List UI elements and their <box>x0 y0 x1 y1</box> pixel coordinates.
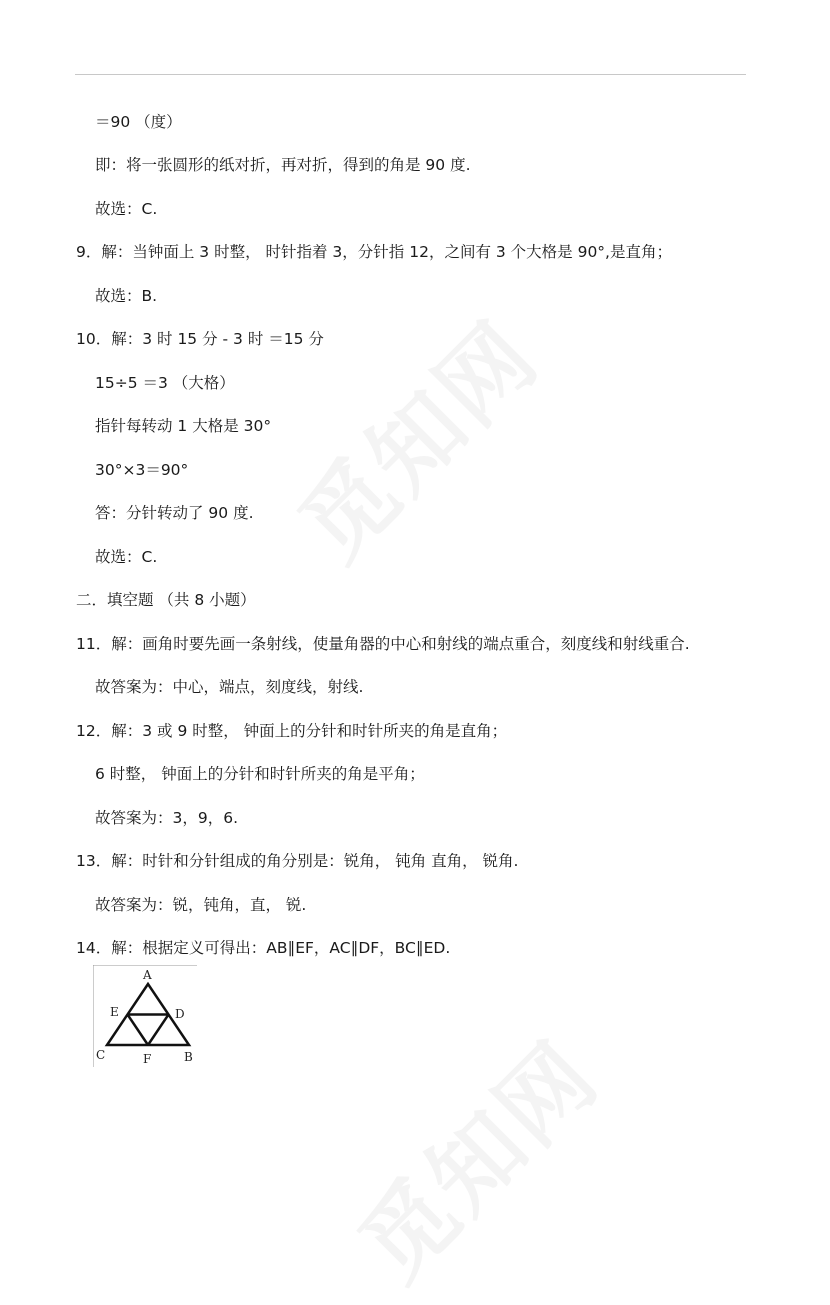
text-line: 指针每转动 1 大格是 30° <box>95 417 272 435</box>
text-line: 故选：B. <box>95 287 158 305</box>
text-line: 即：将一张圆形的纸对折，再对折，得到的角是 90 度. <box>95 156 471 174</box>
text-line: 12．解：3 或 9 时整， 钟面上的分针和时针所夹的角是直角； <box>76 722 508 740</box>
watermark <box>326 1008 623 1305</box>
vertex-label-d: D <box>175 1007 185 1021</box>
vertex-label-b: B <box>184 1050 193 1064</box>
text-line: 15÷5 ＝3 （大格） <box>95 374 235 392</box>
text-line: 故选：C. <box>95 548 158 566</box>
text-line: 故选：C. <box>95 200 158 218</box>
triangle-figure <box>93 965 197 1067</box>
text-line: 11．解：画角时要先画一条射线，使量角器的中心和射线的端点重合，刻度线和射线重合. <box>76 635 690 653</box>
vertex-label-e: E <box>110 1005 119 1019</box>
text-line: 6 时整， 钟面上的分针和时针所夹的角是平角； <box>95 765 425 783</box>
text-line: 14．解：根据定义可得出：AB∥EF，AC∥DF，BC∥ED. <box>76 939 451 957</box>
text-line: 故答案为：中心，端点，刻度线，射线. <box>95 678 364 696</box>
vertex-label-c: C <box>96 1048 106 1062</box>
text-line: 答：分针转动了 90 度. <box>95 504 254 522</box>
text-line: ＝90 （度） <box>95 113 182 131</box>
text-line: 30°×3＝90° <box>95 461 189 479</box>
vertex-label-a: A <box>143 968 152 982</box>
text-line: 故答案为：锐，钝角，直， 锐. <box>95 896 307 914</box>
text-line: 10．解：3 时 15 分 - 3 时 ＝15 分 <box>76 330 324 348</box>
text-line: 9．解：当钟面上 3 时整， 时针指着 3，分针指 12，之间有 3 个大格是 90°,是直角； <box>76 243 672 261</box>
text-line: 故答案为：3，9，6. <box>95 809 239 827</box>
section-heading: 二．填空题 （共 8 小题） <box>76 591 256 609</box>
text-line: 13．解：时针和分针组成的角分别是：锐角， 钝角 直角， 锐角. <box>76 852 519 870</box>
header-rule <box>75 74 746 75</box>
vertex-label-f: F <box>143 1052 152 1066</box>
